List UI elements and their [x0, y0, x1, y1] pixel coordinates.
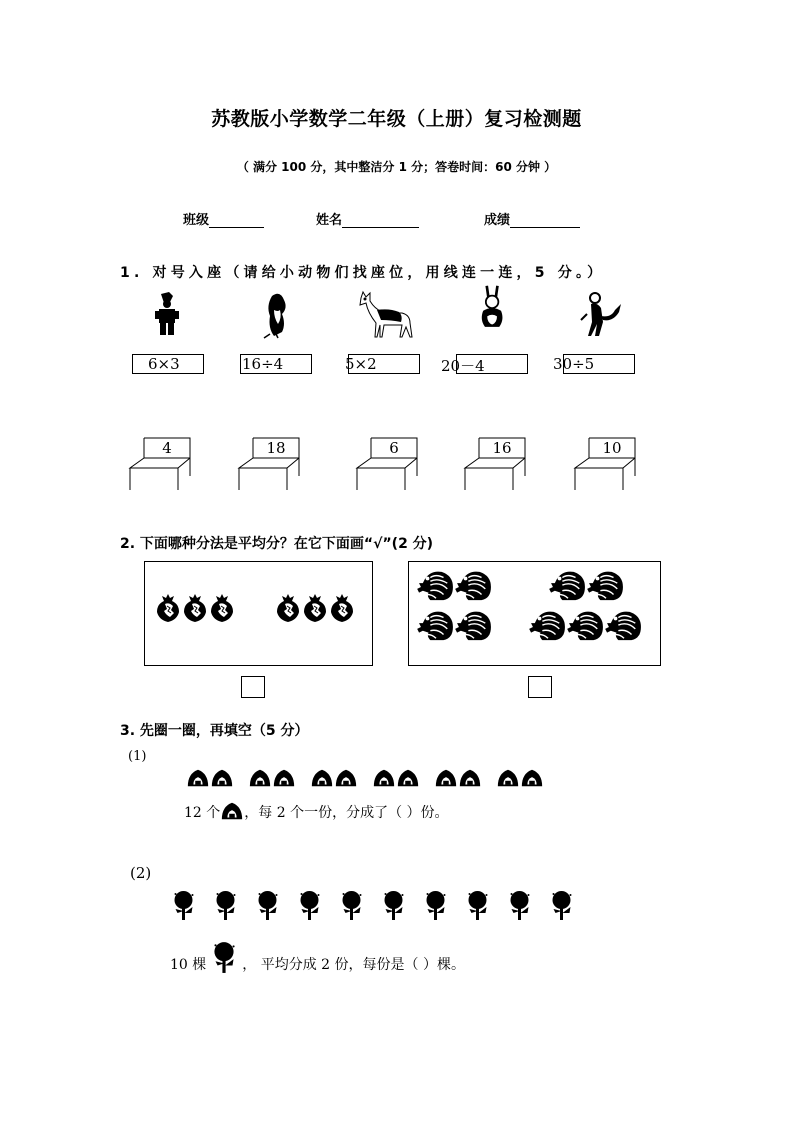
part-1-prefix: 12 个 [184, 805, 221, 821]
frog-group-right-top [549, 570, 625, 602]
seat-5[interactable] [561, 436, 671, 496]
name-input[interactable] [342, 213, 419, 228]
part-2-prefix: 10 棵 [170, 957, 207, 973]
mushroom-icon [248, 767, 272, 789]
frog-icon [417, 570, 455, 602]
seat-number: 4 [162, 439, 172, 457]
tree-icon [506, 889, 533, 921]
tree-icon [422, 889, 449, 921]
class-field [183, 209, 264, 228]
mushroom-icon [396, 767, 420, 789]
frog-icon [549, 570, 587, 602]
option-frogs-frame [408, 561, 661, 666]
score-field [484, 209, 580, 228]
seat-number: 18 [266, 439, 286, 457]
question-3-heading: 3. 先圈一圈，再填空（5 分） [120, 723, 309, 739]
part-2-answer-blank[interactable] [435, 957, 463, 977]
part-1-sentence [184, 800, 449, 822]
mushroom-row [186, 767, 544, 789]
name-field [316, 209, 419, 228]
seat-3[interactable] [349, 436, 459, 496]
mushroom-icon [520, 767, 544, 789]
tree-row [170, 889, 575, 921]
part-2-sentence [170, 940, 465, 974]
part-2-label: (2) [130, 864, 152, 882]
seat-4[interactable] [455, 436, 565, 496]
answer-box-strawberries[interactable] [241, 676, 265, 698]
frog-icon [529, 610, 567, 642]
tree-icon [212, 889, 239, 921]
dog-icon [355, 290, 415, 342]
strawberry-group-left [155, 592, 235, 622]
score-label: 成绩 [484, 213, 511, 228]
tree-icon [380, 889, 407, 921]
tree-icon [296, 889, 323, 921]
mushroom-icon [186, 767, 210, 789]
tree-icon [210, 940, 238, 974]
seat-number: 10 [602, 439, 622, 457]
tree-icon [170, 889, 197, 921]
mushroom-icon [334, 767, 358, 789]
expression-5: 30÷5 [553, 355, 595, 373]
cartoon-girl-icon [252, 290, 302, 340]
tree-icon [548, 889, 575, 921]
cartoon-boy-icon [143, 290, 193, 340]
strawberry-icon [182, 592, 208, 622]
expression-4: 20－4 [441, 357, 485, 375]
seat-number: 6 [389, 439, 399, 457]
question-2-heading: 2. 下面哪种分法是平均分？在它下面画“√”(2 分) [120, 536, 434, 552]
part-2-suffix: ， 平均分成 2 份，每份是（ ）棵。 [242, 957, 465, 973]
expression-2: 16÷4 [242, 355, 284, 373]
expression-3: 5×2 [345, 355, 377, 373]
strawberry-icon [302, 592, 328, 622]
part-1-suffix: ，每 2 个一份，分成了（ ）份。 [244, 805, 449, 821]
mushroom-icon [220, 800, 244, 822]
tree-icon [464, 889, 491, 921]
frog-group-right-bottom [529, 610, 643, 642]
frog-icon [417, 610, 455, 642]
seat-1[interactable] [128, 436, 238, 496]
score-input[interactable] [510, 213, 580, 228]
frog-group-left-top [417, 570, 493, 602]
option-strawberries-frame [144, 561, 373, 666]
seat-2[interactable] [233, 436, 343, 496]
mushroom-icon [272, 767, 296, 789]
exam-instructions: （ 满分 100 分，其中整洁分 1 分；答卷时间：60 分钟 ） [236, 160, 557, 174]
seat-number: 16 [492, 439, 512, 457]
page-title: 苏教版小学数学二年级（上册）复习检测题 [211, 108, 582, 130]
question-1-heading: 1. 对号入座（请给小动物们找座位，用线连一连，5 分。） [120, 265, 606, 281]
mushroom-icon [458, 767, 482, 789]
frog-group-left-bottom [417, 610, 493, 642]
frog-icon [605, 610, 643, 642]
strawberry-icon [275, 592, 301, 622]
part-1-label: (1) [128, 749, 147, 764]
mushroom-icon [434, 767, 458, 789]
frog-icon [455, 610, 493, 642]
tree-icon [338, 889, 365, 921]
strawberry-icon [155, 592, 181, 622]
rabbit-icon [468, 284, 518, 334]
tree-icon [254, 889, 281, 921]
monkey-icon [577, 290, 627, 340]
mushroom-icon [210, 767, 234, 789]
class-input[interactable] [209, 213, 264, 228]
mushroom-icon [496, 767, 520, 789]
frog-icon [567, 610, 605, 642]
name-label: 姓名 [316, 213, 343, 228]
strawberry-icon [209, 592, 235, 622]
mushroom-icon [372, 767, 396, 789]
answer-box-frogs[interactable] [528, 676, 552, 698]
expression-1: 6×3 [148, 355, 180, 373]
part-1-answer-blank[interactable] [420, 804, 450, 824]
frog-icon [455, 570, 493, 602]
class-label: 班级 [183, 213, 210, 228]
strawberry-group-right [275, 592, 355, 622]
mushroom-icon [310, 767, 334, 789]
strawberry-icon [329, 592, 355, 622]
frog-icon [587, 570, 625, 602]
